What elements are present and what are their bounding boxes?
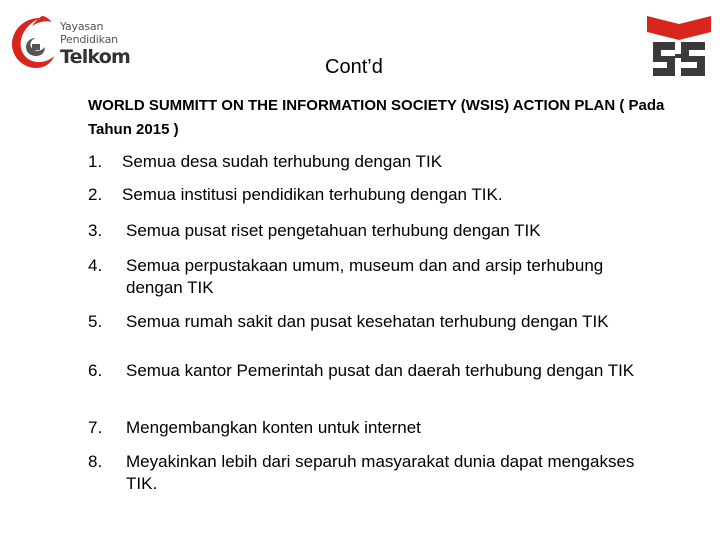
- list-item-text: Semua perpustakaan umum, museum dan and arsip terhubung dengan TIK: [126, 256, 604, 297]
- telkom-swirl-icon: [8, 14, 58, 70]
- list-item-number: 8.: [88, 452, 103, 471]
- yayasan-pendidikan-telkom-logo: [8, 14, 143, 76]
- list-item-number: 2.: [88, 185, 103, 204]
- list-item-text: Semua kantor Pemerintah pusat dan daerah terhubung dengan TIK: [126, 361, 635, 380]
- list-item-number: 4.: [88, 256, 103, 275]
- list-item-text: Semua institusi pendidikan terhubung dengan TIK.: [122, 185, 503, 204]
- list-item-number: 5.: [88, 312, 103, 331]
- list-item-number: 3.: [88, 221, 103, 240]
- list-item-text: Semua desa sudah terhubung dengan TIK: [122, 152, 443, 171]
- roof-logo-icon: [645, 12, 713, 78]
- slide-title: Cont’d: [325, 56, 383, 78]
- list-item-number: 6.: [88, 361, 103, 380]
- list-item-text: Semua rumah sakit dan pusat kesehatan terhubung dengan TIK: [126, 312, 609, 331]
- logo-line-1: Yayasan: [60, 20, 104, 33]
- institution-logo: [645, 12, 713, 78]
- slide-subtitle: WORLD SUMMITT ON THE INFORMATION SOCIETY (WSIS) ACTION PLAN ( Pada Tahun 2015 ): [88, 97, 665, 138]
- list-item-text: Meyakinkan lebih dari separuh masyarakat dunia dapat mengakses TIK.: [126, 452, 635, 493]
- list-item-number: 1.: [88, 152, 103, 171]
- list-item-text: Mengembangkan konten untuk internet: [126, 418, 421, 437]
- logo-line-2: Pendidikan: [60, 33, 118, 46]
- logo-line-3: Telkom: [60, 46, 131, 68]
- list-item-text: Semua pusat riset pengetahuan terhubung dengan TIK: [126, 221, 541, 240]
- list-item-number: 7.: [88, 418, 103, 437]
